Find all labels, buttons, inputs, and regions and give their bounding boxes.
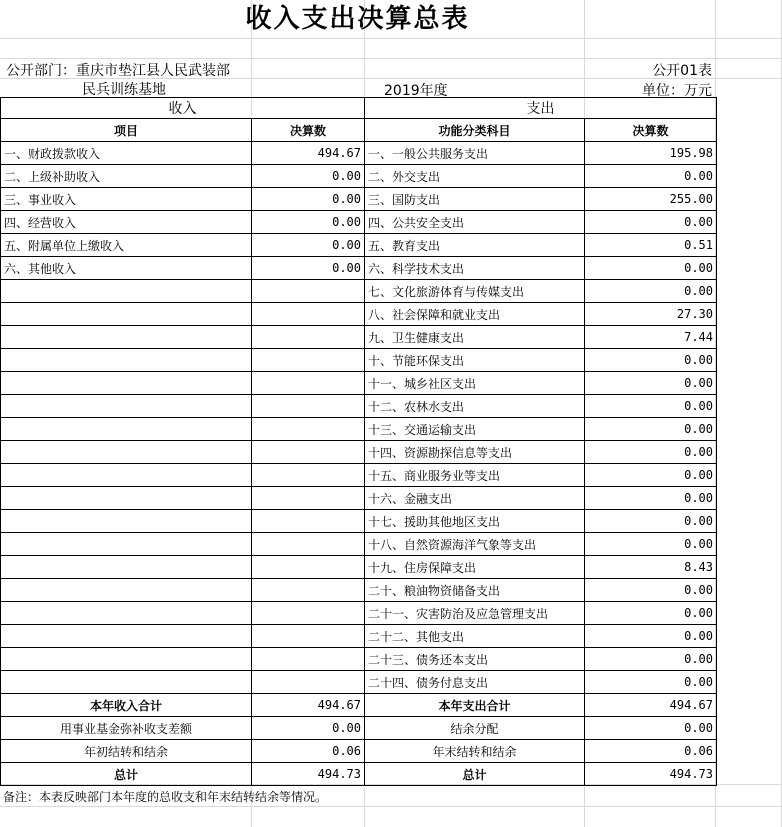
expense-amount: 0.00 [585, 372, 717, 395]
table-row [1, 625, 717, 648]
table-row [1, 372, 717, 395]
summary-income-amount: 494.73 [252, 763, 365, 786]
income-item: 二、上级补助收入 [1, 165, 252, 188]
table-row [1, 234, 717, 257]
income-item [1, 556, 252, 579]
expense-amount: 0.00 [585, 257, 717, 280]
income-amount: 0.00 [252, 234, 365, 257]
income-expense-table [0, 97, 717, 786]
expense-amount: 0.51 [585, 234, 717, 257]
income-item: 三、事业收入 [1, 188, 252, 211]
income-item: 一、财政拨款收入 [1, 142, 252, 165]
expense-amount: 0.00 [585, 165, 717, 188]
table-row [1, 510, 717, 533]
expense-amount: 0.00 [585, 211, 717, 234]
fiscal-year: 2019年度 [384, 83, 448, 99]
income-item [1, 671, 252, 694]
income-amount [252, 441, 365, 464]
summary-income-label: 年初结转和结余 [1, 740, 252, 763]
income-amount [252, 648, 365, 671]
summary-expense-label: 本年支出合计 [365, 694, 585, 717]
expense-item: 十一、城乡社区支出 [365, 372, 585, 395]
table-row [1, 326, 717, 349]
table-row [1, 188, 717, 211]
income-amount [252, 418, 365, 441]
expense-amount: 255.00 [585, 188, 717, 211]
summary-expense-label: 结余分配 [365, 717, 585, 740]
table-row [1, 165, 717, 188]
table-row [1, 211, 717, 234]
income-amount: 494.67 [252, 142, 365, 165]
income-amount [252, 280, 365, 303]
page-title: 收入支出决算总表 [245, 4, 470, 34]
table-row [1, 441, 717, 464]
expense-amount: 0.00 [585, 487, 717, 510]
expense-item: 二十、粮油物资储备支出 [365, 579, 585, 602]
expense-amount: 0.00 [585, 579, 717, 602]
summary-row [1, 740, 717, 763]
table-row [1, 648, 717, 671]
col-amount2: 决算数 [585, 119, 717, 142]
expense-amount: 0.00 [585, 602, 717, 625]
expense-item: 六、科学技术支出 [365, 257, 585, 280]
income-item [1, 625, 252, 648]
table-row [1, 671, 717, 694]
expense-item: 十、节能环保支出 [365, 349, 585, 372]
summary-expense-amount: 494.67 [585, 694, 717, 717]
form-number: 公开01表 [652, 63, 712, 79]
expense-item: 十四、资源勘探信息等支出 [365, 441, 585, 464]
expense-amount: 0.00 [585, 418, 717, 441]
income-amount [252, 326, 365, 349]
income-amount [252, 556, 365, 579]
table-row [1, 418, 717, 441]
footnote: 备注：本表反映部门本年度的总收支和年末结转结余等情况。 [3, 790, 328, 804]
expense-item: 一、一般公共服务支出 [365, 142, 585, 165]
expense-amount: 0.00 [585, 464, 717, 487]
income-item [1, 464, 252, 487]
table-row [1, 602, 717, 625]
expense-amount: 195.98 [585, 142, 717, 165]
income-amount: 0.00 [252, 211, 365, 234]
table-row [1, 487, 717, 510]
expense-item: 十五、商业服务业等支出 [365, 464, 585, 487]
expense-amount: 0.00 [585, 533, 717, 556]
summary-row [1, 717, 717, 740]
table-row [1, 303, 717, 326]
income-amount [252, 671, 365, 694]
col-func: 功能分类科目 [365, 119, 585, 142]
income-item [1, 648, 252, 671]
expense-item: 二十四、债务付息支出 [365, 671, 585, 694]
department-label: 公开部门：重庆市垫江县人民武装部 [6, 63, 230, 79]
income-amount [252, 533, 365, 556]
expense-item: 九、卫生健康支出 [365, 326, 585, 349]
income-section: 收入 [1, 98, 365, 119]
summary-income-amount: 0.06 [252, 740, 365, 763]
expense-item: 二十三、债务还本支出 [365, 648, 585, 671]
expense-item: 十七、援助其他地区支出 [365, 510, 585, 533]
income-amount [252, 349, 365, 372]
table-row [1, 556, 717, 579]
expense-amount: 0.00 [585, 671, 717, 694]
income-amount [252, 602, 365, 625]
table-row [1, 280, 717, 303]
income-item: 六、其他收入 [1, 257, 252, 280]
income-item [1, 280, 252, 303]
summary-income-label: 本年收入合计 [1, 694, 252, 717]
expense-amount: 0.00 [585, 280, 717, 303]
table-row [1, 464, 717, 487]
expense-item: 二十一、灾害防治及应急管理支出 [365, 602, 585, 625]
income-amount: 0.00 [252, 257, 365, 280]
expense-section: 支出 [365, 98, 717, 119]
summary-expense-amount: 0.00 [585, 717, 717, 740]
income-amount: 0.00 [252, 165, 365, 188]
col-amount: 决算数 [252, 119, 365, 142]
col-item: 项目 [1, 119, 252, 142]
expense-amount: 0.00 [585, 648, 717, 671]
summary-income-label: 用事业基金弥补收支差额 [1, 717, 252, 740]
income-item: 五、附属单位上缴收入 [1, 234, 252, 257]
income-item [1, 349, 252, 372]
income-item: 四、经营收入 [1, 211, 252, 234]
expense-amount: 0.00 [585, 349, 717, 372]
expense-item: 十八、自然资源海洋气象等支出 [365, 533, 585, 556]
income-amount: 0.00 [252, 188, 365, 211]
expense-amount: 0.00 [585, 441, 717, 464]
income-item [1, 372, 252, 395]
income-item [1, 441, 252, 464]
income-item [1, 510, 252, 533]
income-amount [252, 487, 365, 510]
expense-item: 五、教育支出 [365, 234, 585, 257]
department-label-cont: 民兵训练基地 [82, 82, 166, 98]
expense-amount: 27.30 [585, 303, 717, 326]
expense-amount: 0.00 [585, 395, 717, 418]
expense-item: 二、外交支出 [365, 165, 585, 188]
income-amount [252, 372, 365, 395]
unit-label: 单位：万元 [642, 83, 712, 99]
income-item [1, 487, 252, 510]
summary-expense-label: 年末结转和结余 [365, 740, 585, 763]
expense-item: 七、文化旅游体育与传媒支出 [365, 280, 585, 303]
table-row [1, 579, 717, 602]
expense-amount: 0.00 [585, 510, 717, 533]
income-item [1, 579, 252, 602]
summary-income-amount: 0.00 [252, 717, 365, 740]
income-amount [252, 579, 365, 602]
summary-row [1, 694, 717, 717]
expense-item: 十三、交通运输支出 [365, 418, 585, 441]
expense-item: 八、社会保障和就业支出 [365, 303, 585, 326]
income-amount [252, 625, 365, 648]
income-item [1, 395, 252, 418]
summary-income-label: 总计 [1, 763, 252, 786]
income-amount [252, 303, 365, 326]
expense-item: 十二、农林水支出 [365, 395, 585, 418]
expense-item: 二十二、其他支出 [365, 625, 585, 648]
summary-expense-amount: 494.73 [585, 763, 717, 786]
table-row [1, 142, 717, 165]
summary-income-amount: 494.67 [252, 694, 365, 717]
column-header-row [1, 119, 717, 142]
expense-amount: 0.00 [585, 625, 717, 648]
summary-expense-amount: 0.06 [585, 740, 717, 763]
income-item [1, 533, 252, 556]
expense-item: 四、公共安全支出 [365, 211, 585, 234]
table-row [1, 257, 717, 280]
table-row [1, 395, 717, 418]
expense-amount: 8.43 [585, 556, 717, 579]
section-header-row [1, 98, 717, 119]
summary-expense-label: 总计 [365, 763, 585, 786]
expense-item: 三、国防支出 [365, 188, 585, 211]
income-amount [252, 464, 365, 487]
table-row [1, 349, 717, 372]
income-amount [252, 395, 365, 418]
income-item [1, 326, 252, 349]
table-row [1, 533, 717, 556]
income-item [1, 418, 252, 441]
income-item [1, 303, 252, 326]
income-amount [252, 510, 365, 533]
income-item [1, 602, 252, 625]
expense-item: 十六、金融支出 [365, 487, 585, 510]
expense-amount: 7.44 [585, 326, 717, 349]
summary-row [1, 763, 717, 786]
expense-item: 十九、住房保障支出 [365, 556, 585, 579]
